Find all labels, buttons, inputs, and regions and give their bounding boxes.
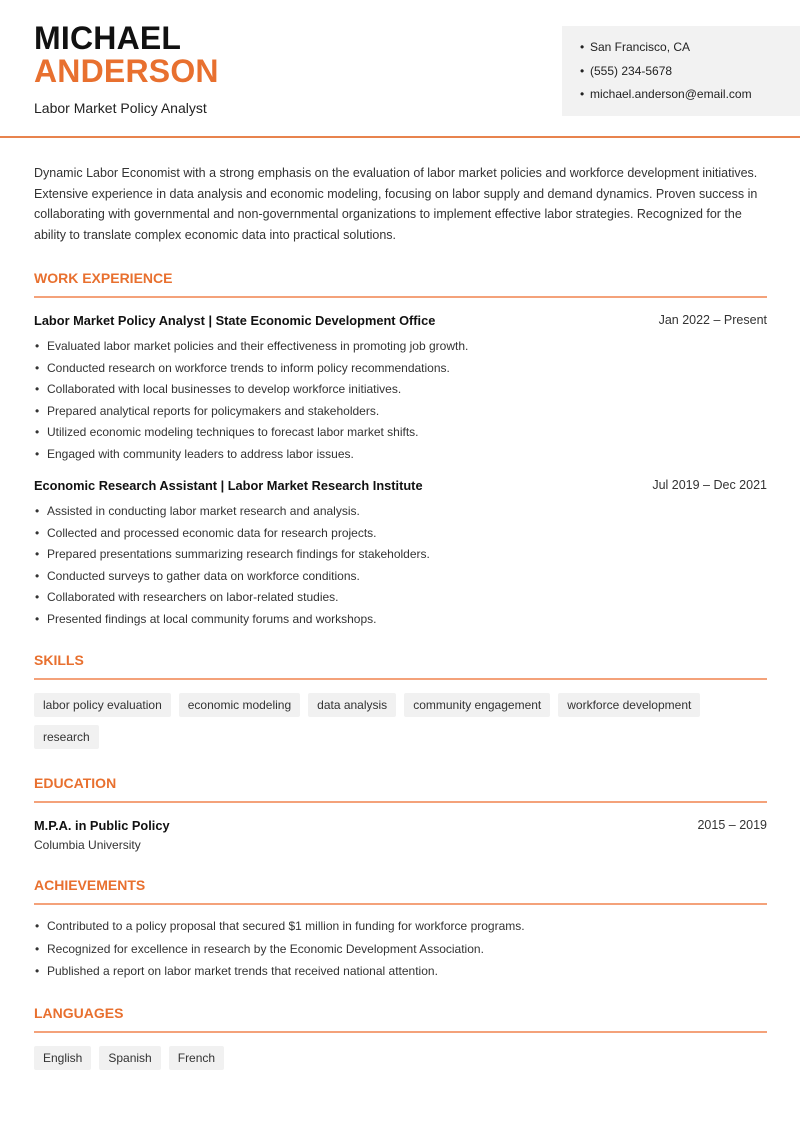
list-item: • Contributed to a policy proposal that secured $1 million in funding for workforce programs. — [34, 915, 767, 938]
last-name: ANDERSON — [34, 53, 219, 89]
list-item: • Published a report on labor market trends that received national attention. — [34, 960, 767, 983]
language-tag: Spanish — [99, 1046, 160, 1070]
contact-email: • michael.anderson@email.com — [580, 86, 752, 110]
skills-heading: SKILLS — [34, 651, 767, 680]
language-tag: English — [34, 1046, 91, 1070]
education-heading: EDUCATION — [34, 774, 767, 803]
list-item: • Assisted in conducting labor market research and analysis. — [34, 501, 767, 523]
list-item: • Conducted surveys to gather data on workforce conditions. — [34, 566, 767, 588]
languages-tags — [34, 1046, 767, 1070]
achievements-list — [34, 915, 767, 983]
language-tag: French — [169, 1046, 224, 1070]
languages-heading: LANGUAGES — [34, 1004, 767, 1033]
job-header — [34, 312, 767, 329]
skill-tag: labor policy evaluation — [34, 693, 171, 717]
list-item: • Recognized for excellence in research by the Economic Development Association. — [34, 938, 767, 961]
education-dates: 2015 – 2019 — [697, 818, 767, 833]
skills-tags — [34, 693, 767, 749]
skill-tag: data analysis — [308, 693, 396, 717]
skill-tag: research — [34, 725, 99, 749]
resume-header — [0, 0, 800, 138]
list-item: • Collaborated with researchers on labor-related studies. — [34, 587, 767, 609]
list-item: • Collaborated with local businesses to develop workforce initiatives. — [34, 379, 767, 401]
list-item: • Evaluated labor market policies and their effectiveness in promoting job growth. — [34, 336, 767, 358]
work-experience-heading: WORK EXPERIENCE — [34, 269, 767, 298]
list-item: • Conducted research on workforce trends to inform policy recommendations. — [34, 358, 767, 380]
job-dates: Jan 2022 – Present — [658, 313, 767, 328]
achievements-heading: ACHIEVEMENTS — [34, 876, 767, 905]
list-item: • Presented findings at local community forums and workshops. — [34, 609, 767, 631]
list-item: • Utilized economic modeling techniques to forecast labor market shifts. — [34, 422, 767, 444]
job-bullets — [34, 336, 767, 465]
job-dates: Jul 2019 – Dec 2021 — [652, 478, 767, 493]
skill-tag: economic modeling — [179, 693, 300, 717]
candidate-name — [34, 22, 219, 88]
list-item: • Prepared analytical reports for policymakers and stakeholders. — [34, 401, 767, 423]
skill-tag: workforce development — [558, 693, 700, 717]
job-title: Economic Research Assistant | Labor Market Research Institute — [34, 478, 423, 494]
list-item: • Collected and processed economic data for research projects. — [34, 523, 767, 545]
resume-body — [34, 163, 767, 1070]
job-role: Labor Market Policy Analyst — [34, 100, 207, 116]
list-item: • Prepared presentations summarizing research findings for stakeholders. — [34, 544, 767, 566]
contact-phone: • (555) 234-5678 — [580, 63, 752, 87]
list-item: • Engaged with community leaders to address labor issues. — [34, 444, 767, 466]
skill-tag: community engagement — [404, 693, 550, 717]
first-name: MICHAEL — [34, 20, 182, 56]
job-bullets — [34, 501, 767, 630]
job-header — [34, 477, 767, 494]
summary-paragraph: Dynamic Labor Economist with a strong emphasis on the evaluation of labor market policies and workforce development initiatives. Extensive experience in data analysis and economic modeling, focusing on labor supply and demand dynamics. Proven success in collaborating with governmental and non-governmental organizations to implement effective labor strategies. Recognized for the ability to translate complex economic data into practical solutions. — [34, 166, 758, 242]
job-title: Labor Market Policy Analyst | State Economic Development Office — [34, 313, 436, 329]
contact-location: • San Francisco, CA — [580, 39, 752, 63]
degree: M.P.A. in Public Policy — [34, 818, 170, 834]
contact-box — [562, 26, 800, 116]
education-header — [34, 817, 767, 834]
school: Columbia University — [34, 838, 141, 853]
contact-list — [580, 39, 752, 110]
